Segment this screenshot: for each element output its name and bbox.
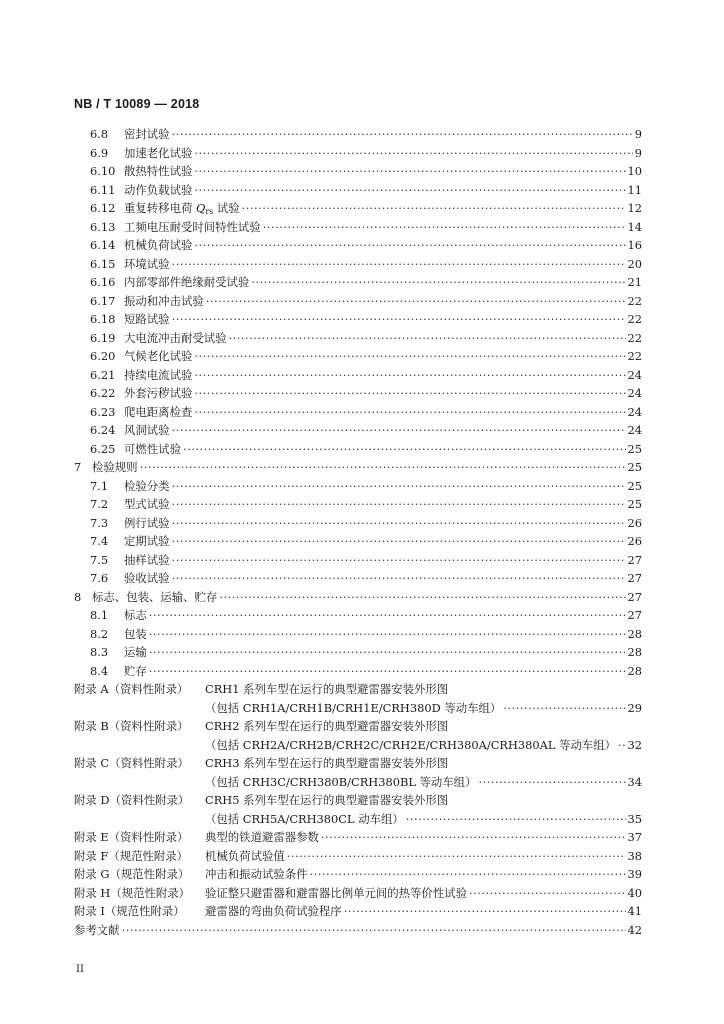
toc-entry-number: 8.2 — [90, 626, 109, 641]
toc-entry-number: 6.15 — [90, 256, 116, 271]
toc-entry-page: 9 — [634, 127, 642, 141]
toc-entry[interactable] — [74, 144, 642, 163]
leader-dots — [172, 514, 626, 533]
appendix-page: 35 — [627, 811, 642, 826]
toc-entry-title: 加速老化试验 — [124, 145, 193, 160]
toc-entry-title: 标志、包装、运输、贮存 — [92, 589, 218, 604]
appendix-page: 37 — [627, 830, 642, 844]
toc-entry-number: 6.11 — [90, 182, 116, 197]
leader-dots — [251, 273, 625, 292]
toc-entry[interactable] — [74, 366, 642, 385]
appendix-page: 40 — [627, 885, 642, 900]
toc-entry[interactable] — [74, 606, 642, 625]
toc-entry-number: 8.1 — [90, 608, 109, 622]
toc-entry[interactable] — [74, 588, 642, 607]
toc-entry-title: 短路试验 — [124, 312, 170, 326]
toc-entry[interactable] — [74, 421, 642, 440]
toc-entry-page: 12 — [627, 201, 642, 215]
toc-entry-title: 内部零部件绝缘耐受试验 — [124, 275, 250, 289]
toc-entry-page: 21 — [627, 275, 642, 289]
toc-entry-number: 6.20 — [90, 349, 116, 363]
toc-appendix-heading[interactable] — [74, 754, 642, 773]
appendix-page: 34 — [627, 774, 642, 789]
toc-entry[interactable] — [74, 477, 642, 496]
appendix-title: CRH3 系列车型在运行的典型避雷器安装外形图 — [205, 756, 449, 770]
toc-entry-number: 6.22 — [90, 386, 116, 400]
appendix-subtitle: （包括 CRH1A/CRH1B/CRH1E/CRH380D 等动车组） — [205, 700, 502, 715]
toc-appendix[interactable] — [74, 865, 642, 884]
toc-entry-title: 散热特性试验 — [124, 164, 193, 178]
toc-entry[interactable] — [74, 125, 642, 144]
toc-entry-number: 7 — [74, 460, 82, 474]
toc-entry-page: 9 — [634, 145, 642, 160]
toc-entry-title: 例行试验 — [124, 515, 170, 530]
toc-entry-page: 14 — [627, 219, 642, 234]
toc-entry-page: 24 — [627, 404, 642, 419]
toc-entry-title: 风洞试验 — [124, 423, 170, 437]
toc-entry-page: 20 — [627, 256, 642, 271]
toc-entry-title: 可燃性试验 — [124, 441, 181, 456]
leader-dots — [183, 440, 626, 459]
toc-entry-page: 28 — [627, 663, 642, 678]
page-number-footer: II — [76, 964, 84, 975]
toc-entry[interactable] — [74, 329, 642, 348]
toc-appendix-subtitle-row[interactable] — [74, 699, 642, 718]
toc-entry[interactable] — [74, 273, 642, 292]
toc-entry-title: 检验规则 — [92, 460, 138, 474]
leader-dots — [194, 366, 625, 385]
toc-entry[interactable] — [74, 569, 642, 588]
leader-dots — [172, 255, 626, 274]
appendix-page: 32 — [627, 737, 642, 752]
toc-entry[interactable] — [74, 643, 642, 662]
leader-dots — [406, 810, 626, 829]
toc-entry[interactable] — [74, 625, 642, 644]
appendix-page: 39 — [627, 867, 642, 881]
toc-appendix-heading[interactable] — [74, 717, 642, 736]
leader-dots — [206, 292, 626, 311]
leader-dots — [503, 699, 625, 718]
leader-dots — [172, 495, 626, 514]
toc-entry-page: 28 — [627, 645, 642, 659]
appendix-label: 附录 E（资料性附录） — [74, 830, 189, 844]
leader-dots — [172, 569, 626, 588]
leader-dots — [194, 384, 625, 403]
charge-subscript: rs — [205, 207, 214, 216]
toc-entry[interactable] — [74, 532, 642, 551]
toc-entry-references[interactable] — [74, 921, 642, 940]
leader-dots — [172, 125, 633, 144]
toc-appendix[interactable] — [74, 847, 642, 866]
toc-entry-number: 6.9 — [90, 145, 109, 160]
toc-entry[interactable] — [74, 384, 642, 403]
leader-dots — [194, 144, 632, 163]
toc-appendix-heading[interactable] — [74, 680, 642, 699]
leader-dots — [140, 458, 626, 477]
toc-appendix-subtitle-row[interactable] — [74, 810, 642, 829]
leader-dots — [194, 236, 625, 255]
charge-symbol: Q — [195, 201, 206, 215]
toc-entry[interactable] — [74, 662, 642, 681]
toc-entry-title: 标志 — [124, 608, 147, 622]
appendix-subtitle: （包括 CRH2A/CRH2B/CRH2C/CRH2E/CRH380A/CRH380AL 等动车组） — [205, 737, 617, 752]
toc-entry-title: 持续电流试验 — [124, 367, 193, 382]
toc-entry-title: 验收试验 — [124, 571, 170, 585]
leader-dots — [149, 625, 626, 644]
toc-entry-number: 8.3 — [90, 645, 109, 659]
appendix-page: 29 — [627, 700, 642, 715]
toc-entry[interactable] — [74, 310, 642, 329]
toc-entry-title: 动作负载试验 — [124, 182, 193, 197]
toc-entry-page: 24 — [627, 423, 642, 437]
toc-entry-number: 6.12 — [90, 201, 116, 215]
toc-entry-number: 8.4 — [90, 663, 109, 678]
toc-entry-title: 参考文献 — [74, 922, 120, 937]
leader-dots — [194, 403, 625, 422]
toc-entry-number: 6.23 — [90, 404, 116, 419]
appendix-title: 机械负荷试验值 — [205, 848, 285, 863]
toc-entry[interactable] — [74, 514, 642, 533]
toc-entry[interactable] — [74, 218, 642, 237]
toc-entry[interactable] — [74, 403, 642, 422]
toc-entry[interactable] — [74, 199, 642, 218]
toc-entry-page: 24 — [627, 367, 642, 382]
leader-dots — [172, 477, 626, 496]
appendix-label: 附录 H（规范性附录） — [74, 885, 191, 900]
leader-dots — [478, 773, 625, 792]
leader-dots — [242, 199, 626, 218]
appendix-label: 附录 B（资料性附录） — [74, 719, 189, 733]
toc-entry-number: 6.17 — [90, 293, 116, 308]
appendix-label: 附录 I（规范性附录） — [74, 904, 185, 918]
leader-dots — [172, 551, 626, 570]
toc-entry-title: 外套污秽试验 — [124, 386, 193, 400]
toc-entry-title: 工频电压耐受时间特性试验 — [124, 219, 261, 234]
leader-dots — [172, 421, 626, 440]
appendix-subtitle: （包括 CRH3C/CRH380B/CRH380BL 等动车组） — [205, 774, 477, 789]
leader-dots — [172, 532, 626, 551]
toc-entry-title: 爬电距离检查 — [124, 404, 193, 419]
toc-entry-page: 26 — [627, 515, 642, 530]
toc-appendix-subtitle-row[interactable] — [74, 773, 642, 792]
toc-entry-page: 27 — [627, 552, 642, 567]
appendix-subtitle: （包括 CRH5A/CRH380CL 动车组） — [205, 811, 404, 826]
toc-entry-page: 25 — [627, 441, 642, 456]
appendix-label: 附录 A（资料性附录） — [74, 682, 189, 696]
toc-entry[interactable] — [74, 347, 642, 366]
toc-entry[interactable] — [74, 495, 642, 514]
toc-entry-title: 型式试验 — [124, 497, 170, 511]
toc-entry-number: 6.10 — [90, 164, 116, 178]
leader-dots — [469, 884, 626, 903]
appendix-label: 附录 F（规范性附录） — [74, 848, 189, 863]
toc-entry-title: 包装 — [124, 626, 147, 641]
toc-entry[interactable] — [74, 181, 642, 200]
appendix-page: 38 — [627, 848, 642, 863]
leader-dots — [149, 662, 626, 681]
leader-dots — [194, 162, 625, 181]
toc-entry-title: 抽样试验 — [124, 552, 170, 567]
leader-dots — [149, 606, 626, 625]
leader-dots — [172, 310, 626, 329]
toc-entry-number: 6.18 — [90, 312, 116, 326]
toc-entry-page: 25 — [627, 478, 642, 493]
toc-entry-title: 运输 — [124, 645, 147, 659]
toc-entry-page: 25 — [627, 497, 642, 511]
leader-dots — [618, 736, 625, 755]
appendix-title: 验证整只避雷器和避雷器比例单元间的热等价性试验 — [205, 885, 467, 900]
toc-entry-page: 16 — [627, 238, 642, 252]
toc-entry-page: 28 — [627, 626, 642, 641]
toc-entry-number: 6.16 — [90, 275, 116, 289]
toc-entry-page: 24 — [627, 386, 642, 400]
toc-entry[interactable] — [74, 551, 642, 570]
toc-entry-title: 振动和冲击试验 — [124, 293, 204, 308]
toc-entry[interactable] — [74, 255, 642, 274]
toc-entry-number: 7.5 — [90, 552, 109, 567]
appendix-label: 附录 D（资料性附录） — [74, 793, 190, 807]
leader-dots — [219, 588, 625, 607]
toc-entry-number: 7.1 — [90, 478, 109, 493]
toc-entry[interactable] — [74, 440, 642, 459]
toc-entry-number: 6.25 — [90, 441, 116, 456]
leader-dots — [122, 921, 626, 940]
toc-entry-number: 7.4 — [90, 534, 109, 548]
appendix-title: 典型的铁道避雷器参数 — [205, 830, 319, 844]
leader-dots — [149, 643, 626, 662]
appendix-title: CRH1 系列车型在运行的典型避雷器安装外形图 — [205, 682, 449, 696]
appendix-title: 避雷器的弯曲负荷试验程序 — [205, 904, 342, 918]
toc-entry-page: 22 — [627, 330, 642, 345]
toc-entry-number: 6.8 — [90, 127, 109, 141]
appendix-title: 冲击和振动试验条件 — [205, 867, 308, 881]
toc-entry-page: 11 — [627, 182, 642, 197]
toc-appendix[interactable] — [74, 884, 642, 903]
toc-entry[interactable] — [74, 292, 642, 311]
toc-entry-page: 22 — [627, 312, 642, 326]
leader-dots — [194, 181, 625, 200]
toc-entry[interactable] — [74, 162, 642, 181]
toc-entry-page: 22 — [627, 293, 642, 308]
leader-dots — [229, 329, 626, 348]
toc-entry[interactable] — [74, 236, 642, 255]
toc-entry-number: 6.19 — [90, 330, 116, 345]
toc-appendices — [74, 680, 642, 921]
toc-appendix[interactable] — [74, 902, 642, 921]
leader-dots — [287, 847, 626, 866]
toc-entry-number: 7.2 — [90, 497, 109, 511]
toc-entry-title: 机械负荷试验 — [124, 238, 193, 252]
toc-entry-title: 定期试验 — [124, 534, 170, 548]
toc-entry-title: 重复转移电荷 $Q_{rs}$ 试验 — [124, 201, 240, 216]
toc-appendix[interactable] — [74, 828, 642, 847]
toc-entry-number: 7.6 — [90, 571, 109, 585]
toc-appendix-subtitle-row[interactable] — [74, 736, 642, 755]
toc-appendix-heading[interactable] — [74, 791, 642, 810]
toc-entry-page: 25 — [627, 460, 642, 474]
toc-entry-title: 检验分类 — [124, 478, 170, 493]
appendix-label: 附录 C（资料性附录） — [74, 756, 189, 770]
toc-entry-page: 27 — [627, 589, 642, 604]
leader-dots — [344, 902, 626, 921]
standard-header: NB / T 10089 — 2018 — [74, 97, 200, 111]
toc-entry-page: 42 — [627, 922, 642, 937]
toc-entry[interactable] — [74, 458, 642, 477]
toc-entry-title: 气候老化试验 — [124, 349, 193, 363]
leader-dots — [321, 828, 626, 847]
leader-dots — [310, 865, 626, 884]
toc-entry-number: 6.14 — [90, 238, 116, 252]
toc-entry-page: 26 — [627, 534, 642, 548]
appendix-title: CRH2 系列车型在运行的典型避雷器安装外形图 — [205, 719, 449, 733]
toc-entry-number: 8 — [74, 589, 82, 604]
toc-entry-page: 27 — [627, 571, 642, 585]
toc-entry-number: 6.24 — [90, 423, 116, 437]
toc-entry-number: 6.21 — [90, 367, 116, 382]
toc-entry-title: 贮存 — [124, 663, 147, 678]
toc-entry-page: 10 — [627, 164, 642, 178]
toc-entry-page: 22 — [627, 349, 642, 363]
toc-entry-title: 环境试验 — [124, 256, 170, 271]
toc-entry-page: 27 — [627, 608, 642, 622]
table-of-contents — [74, 125, 642, 939]
toc-entry-title: 大电流冲击耐受试验 — [124, 330, 227, 345]
appendix-title: CRH5 系列车型在运行的典型避雷器安装外形图 — [205, 793, 449, 807]
leader-dots — [194, 347, 625, 366]
appendix-page: 41 — [627, 904, 642, 918]
toc-entry-number: 6.13 — [90, 219, 116, 234]
leader-dots — [263, 218, 626, 237]
appendix-label: 附录 G（规范性附录） — [74, 867, 190, 881]
toc-entry-number: 7.3 — [90, 515, 109, 530]
toc-entry-title: 密封试验 — [124, 127, 170, 141]
toc-sections — [74, 125, 642, 680]
